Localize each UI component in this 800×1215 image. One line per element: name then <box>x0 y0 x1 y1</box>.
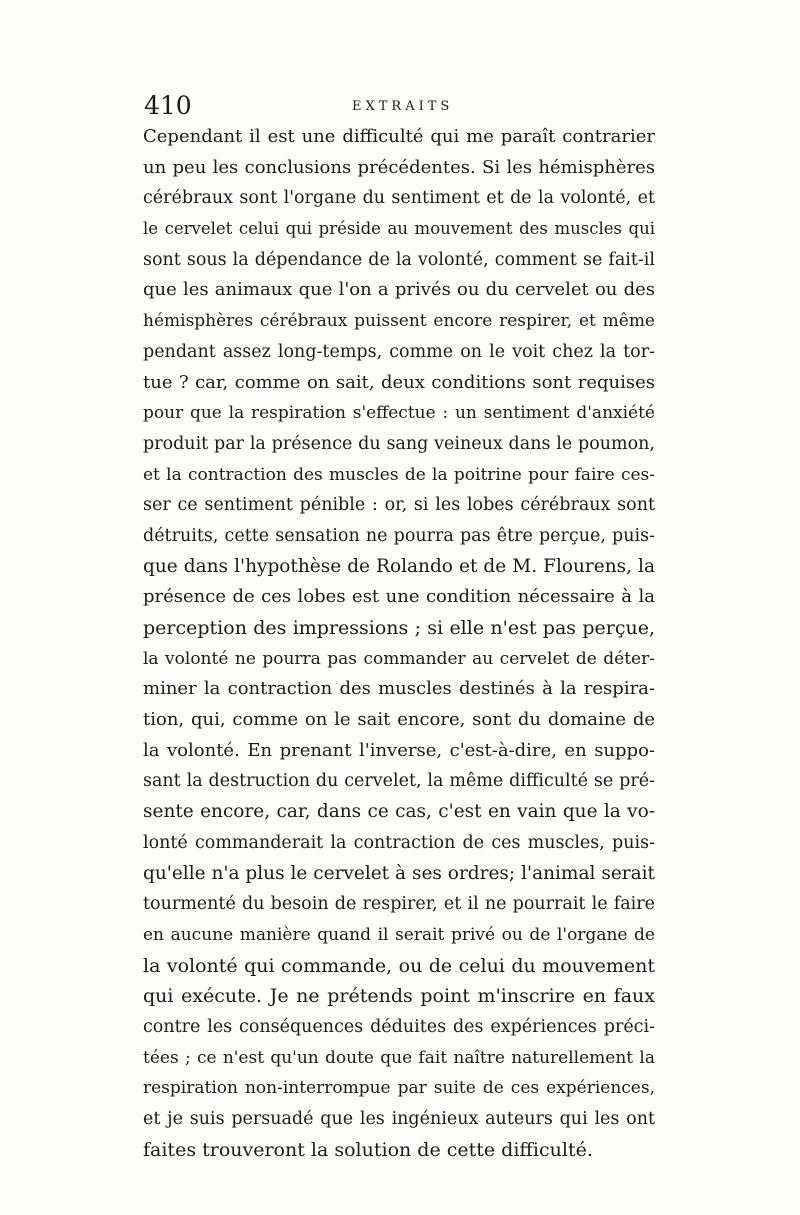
text-line: pour que la respiration s'effectue : un sentiment d'anxiété <box>143 403 655 424</box>
text-line: et la contraction des muscles de la poitrine pour faire ces- <box>143 464 655 485</box>
text-line: sente encore, car, dans ce cas, c'est en vain que la vo- <box>143 801 655 823</box>
text-line: présence de ces lobes est une condition nécessaire à la <box>143 586 655 608</box>
text-line: sont sous la dépendance de la volonté, comment se fait-il <box>143 249 655 270</box>
text-line: Cependant il est une difficulté qui me paraît contrarier <box>143 126 655 147</box>
text-line: sant la destruction du cervelet, la même difficulté se pré- <box>143 771 655 792</box>
text-line: pendant assez long-temps, comme on le voit chez la tor- <box>143 341 655 362</box>
text-line: la volonté. En prenant l'inverse, c'est-à-dire, en suppo- <box>143 739 655 761</box>
text-line: respiration non-interrompue par suite de ces expériences, <box>143 1078 655 1099</box>
page-header <box>140 92 660 120</box>
text-line: détruits, cette sensation ne pourra pas être perçue, puis- <box>143 525 655 546</box>
text-line: la volonté qui commande, ou de celui du mouvement <box>143 954 655 977</box>
text-line: un peu les conclusions précédentes. Si les hémisphères <box>143 156 655 178</box>
text-line: tue ? car, comme on sait, deux conditions sont requises <box>143 371 655 393</box>
running-title: EXTRAITS <box>352 99 454 114</box>
body-text <box>143 122 655 1165</box>
text-line: qu'elle n'a plus le cervelet à ses ordres; l'animal serait <box>143 862 655 884</box>
text-line: que dans l'hypothèse de Rolando et de M. Flourens, la <box>143 555 655 577</box>
text-line: la volonté ne pourra pas commander au cervelet de déter- <box>143 648 655 669</box>
text-line: cérébraux sont l'organe du sentiment et de la volonté, et <box>143 188 655 209</box>
text-line: qui exécute. Je ne prétends point m'inscrire en faux <box>143 985 655 1008</box>
text-line: produit par la présence du sang veineux dans le poumon, <box>143 433 655 454</box>
text-line-last: faites trouveront la solution de cette difficulté. <box>143 1138 593 1161</box>
page-number: 410 <box>144 91 192 120</box>
text-line: perception des impressions ; si elle n'est pas perçue, <box>143 617 655 639</box>
text-line: lonté commanderait la contraction de ces muscles, puis- <box>143 832 655 853</box>
text-line: que les animaux que l'on a privés ou du cervelet ou des <box>143 279 655 301</box>
text-line: tées ; ce n'est qu'un doute que fait naître naturellement la <box>143 1047 655 1068</box>
text-line: tourmenté du besoin de respirer, et il ne pourrait le faire <box>143 894 655 915</box>
text-line: tion, qui, comme on le sait encore, sont du domaine de <box>143 709 655 731</box>
text-line: contre les conséquences déduites des expériences préci- <box>143 1016 655 1037</box>
text-line: hémisphères cérébraux puissent encore respirer, et même <box>143 311 655 332</box>
text-line: et je suis persuadé que les ingénieux auteurs qui les ont <box>143 1109 655 1129</box>
text-line: en aucune manière quand il serait privé ou de l'organe de <box>143 924 655 945</box>
text-line: miner la contraction des muscles destinés à la respira- <box>143 678 655 700</box>
text-line: le cervelet celui qui préside au mouvement des muscles qui <box>143 219 655 239</box>
text-line: ser ce sentiment pénible : or, si les lobes cérébraux sont <box>143 495 655 516</box>
